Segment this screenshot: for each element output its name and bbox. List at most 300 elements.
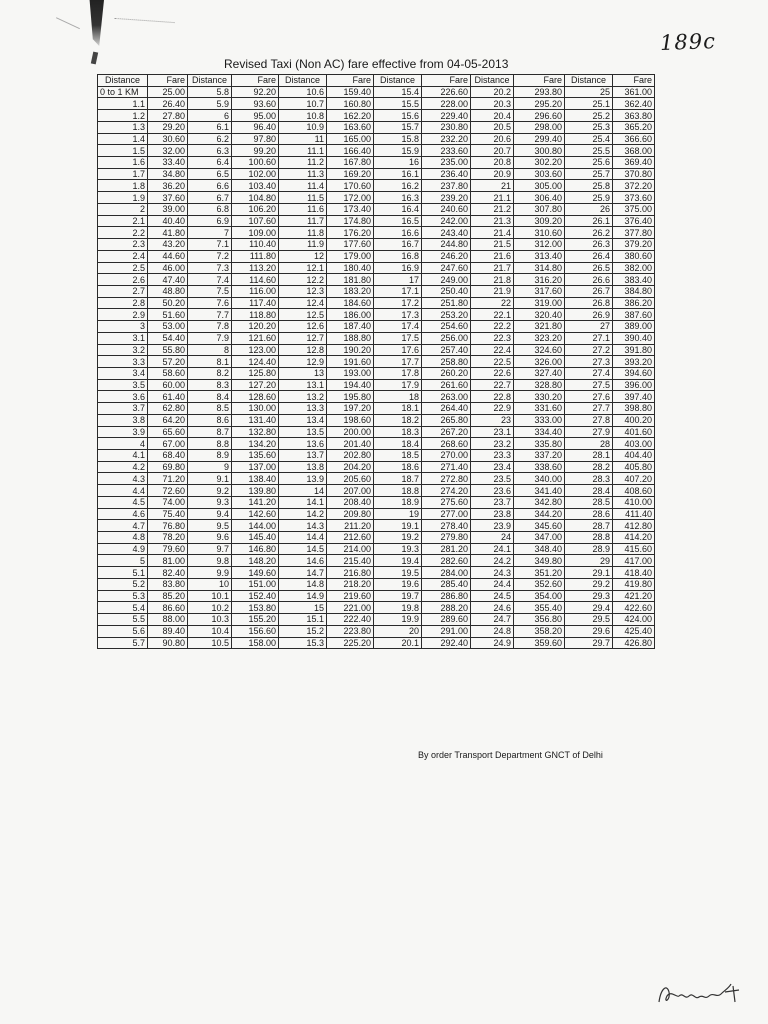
distance-cell: 17.4 [374, 321, 422, 333]
table-row [98, 426, 655, 438]
table-row [98, 414, 655, 426]
distance-cell: 26.7 [565, 285, 613, 297]
distance-cell: 25.9 [565, 192, 613, 204]
distance-cell: 12.9 [279, 356, 327, 368]
table-row [98, 356, 655, 368]
distance-cell: 10 [188, 578, 232, 590]
fare-cell: 384.80 [613, 285, 655, 297]
distance-cell: 24.3 [471, 567, 514, 579]
fare-cell: 162.20 [327, 110, 374, 122]
fare-cell: 351.20 [514, 567, 565, 579]
fare-cell: 27.80 [148, 110, 188, 122]
fare-cell: 232.20 [422, 133, 471, 145]
table-row [98, 508, 655, 520]
fare-header: Fare [422, 75, 471, 87]
fare-cell: 209.80 [327, 508, 374, 520]
fare-cell: 243.40 [422, 227, 471, 239]
fare-cell: 331.60 [514, 403, 565, 415]
distance-cell: 3.2 [98, 344, 148, 356]
distance-cell: 18.4 [374, 438, 422, 450]
fare-cell: 166.40 [327, 145, 374, 157]
fare-cell: 183.20 [327, 285, 374, 297]
table-row [98, 121, 655, 133]
fare-cell: 396.00 [613, 379, 655, 391]
fare-cell: 179.00 [327, 250, 374, 262]
fare-cell: 379.20 [613, 239, 655, 251]
fare-cell: 401.60 [613, 426, 655, 438]
fare-cell: 85.20 [148, 590, 188, 602]
fare-cell: 306.40 [514, 192, 565, 204]
fare-cell: 289.60 [422, 614, 471, 626]
fare-cell: 380.60 [613, 250, 655, 262]
distance-cell: 14.7 [279, 567, 327, 579]
fare-cell: 265.80 [422, 414, 471, 426]
fare-cell: 110.40 [232, 239, 279, 251]
distance-cell: 1.3 [98, 121, 148, 133]
distance-cell: 18 [374, 391, 422, 403]
fare-cell: 200.00 [327, 426, 374, 438]
fare-cell: 74.00 [148, 496, 188, 508]
fare-cell: 58.60 [148, 367, 188, 379]
fare-cell: 368.00 [613, 145, 655, 157]
distance-cell: 16 [374, 157, 422, 169]
fare-cell: 257.40 [422, 344, 471, 356]
distance-cell: 14.5 [279, 543, 327, 555]
distance-cell: 5.1 [98, 567, 148, 579]
distance-cell: 25.5 [565, 145, 613, 157]
distance-cell: 23.8 [471, 508, 514, 520]
distance-cell: 24.7 [471, 614, 514, 626]
punch-dot [91, 52, 98, 65]
distance-cell: 17.5 [374, 332, 422, 344]
fare-cell: 303.60 [514, 168, 565, 180]
table-row [98, 391, 655, 403]
fare-cell: 67.00 [148, 438, 188, 450]
fare-cell: 62.80 [148, 403, 188, 415]
fare-cell: 419.80 [613, 578, 655, 590]
fare-cell: 335.80 [514, 438, 565, 450]
fare-cell: 358.20 [514, 625, 565, 637]
fare-cell: 342.80 [514, 496, 565, 508]
fare-cell: 152.40 [232, 590, 279, 602]
distance-cell: 26.8 [565, 297, 613, 309]
fare-cell: 90.80 [148, 637, 188, 649]
distance-cell: 21.4 [471, 227, 514, 239]
distance-cell: 4.1 [98, 450, 148, 462]
fare-cell: 275.60 [422, 496, 471, 508]
table-row [98, 543, 655, 555]
fare-cell: 36.20 [148, 180, 188, 192]
fare-cell: 312.00 [514, 239, 565, 251]
distance-cell: 1.1 [98, 98, 148, 110]
fare-cell: 412.80 [613, 520, 655, 532]
distance-cell: 26.5 [565, 262, 613, 274]
fare-cell: 86.60 [148, 602, 188, 614]
distance-cell: 15.3 [279, 637, 327, 649]
distance-cell: 17.6 [374, 344, 422, 356]
distance-cell: 9.3 [188, 496, 232, 508]
fare-cell: 355.40 [514, 602, 565, 614]
fare-cell: 408.60 [613, 485, 655, 497]
fare-cell: 246.20 [422, 250, 471, 262]
distance-cell: 29.2 [565, 578, 613, 590]
signature [655, 978, 745, 1010]
distance-cell: 22.9 [471, 403, 514, 415]
fare-cell: 250.40 [422, 285, 471, 297]
distance-cell: 19.9 [374, 614, 422, 626]
fare-cell: 389.00 [613, 321, 655, 333]
fare-cell: 240.60 [422, 203, 471, 215]
fare-cell: 268.60 [422, 438, 471, 450]
distance-cell: 16.1 [374, 168, 422, 180]
table-row [98, 239, 655, 251]
table-row [98, 274, 655, 286]
fare-cell: 326.00 [514, 356, 565, 368]
fare-cell: 278.40 [422, 520, 471, 532]
table-row [98, 602, 655, 614]
fare-cell: 100.60 [232, 157, 279, 169]
fare-cell: 422.60 [613, 602, 655, 614]
distance-cell: 16.9 [374, 262, 422, 274]
distance-cell: 13.1 [279, 379, 327, 391]
distance-cell: 1.4 [98, 133, 148, 145]
fare-cell: 391.80 [613, 344, 655, 356]
distance-cell: 25.4 [565, 133, 613, 145]
distance-cell: 2.8 [98, 297, 148, 309]
fare-cell: 282.60 [422, 555, 471, 567]
distance-cell: 26.1 [565, 215, 613, 227]
fare-cell: 327.40 [514, 367, 565, 379]
table-row [98, 403, 655, 415]
fare-cell: 247.60 [422, 262, 471, 274]
distance-cell: 16.6 [374, 227, 422, 239]
distance-cell: 19.1 [374, 520, 422, 532]
fare-cell: 373.60 [613, 192, 655, 204]
distance-cell: 22.1 [471, 309, 514, 321]
distance-cell: 24 [471, 532, 514, 544]
distance-cell: 19.3 [374, 543, 422, 555]
table-row [98, 438, 655, 450]
fare-cell: 410.00 [613, 496, 655, 508]
distance-cell: 12.7 [279, 332, 327, 344]
distance-cell: 7.3 [188, 262, 232, 274]
fare-cell: 260.20 [422, 367, 471, 379]
distance-cell: 11.1 [279, 145, 327, 157]
distance-cell: 24.4 [471, 578, 514, 590]
fare-cell: 286.80 [422, 590, 471, 602]
fare-cell: 258.80 [422, 356, 471, 368]
distance-cell: 17.9 [374, 379, 422, 391]
fare-cell: 93.60 [232, 98, 279, 110]
fare-cell: 46.00 [148, 262, 188, 274]
fare-cell: 425.40 [613, 625, 655, 637]
distance-cell: 2.1 [98, 215, 148, 227]
distance-cell: 13.6 [279, 438, 327, 450]
fare-cell: 263.00 [422, 391, 471, 403]
distance-cell: 11.6 [279, 203, 327, 215]
table-row [98, 567, 655, 579]
fare-cell: 424.00 [613, 614, 655, 626]
fare-cell: 156.60 [232, 625, 279, 637]
fare-cell: 370.80 [613, 168, 655, 180]
fare-cell: 181.80 [327, 274, 374, 286]
distance-cell: 24.9 [471, 637, 514, 649]
distance-cell: 20.3 [471, 98, 514, 110]
distance-cell: 25.8 [565, 180, 613, 192]
distance-cell: 12 [279, 250, 327, 262]
fare-cell: 348.40 [514, 543, 565, 555]
table-row [98, 250, 655, 262]
fare-cell: 37.60 [148, 192, 188, 204]
fare-cell: 208.40 [327, 496, 374, 508]
fare-cell: 29.20 [148, 121, 188, 133]
fare-cell: 404.40 [613, 450, 655, 462]
fare-cell: 128.60 [232, 391, 279, 403]
fare-cell: 95.00 [232, 110, 279, 122]
fare-cell: 81.00 [148, 555, 188, 567]
distance-cell: 15.5 [374, 98, 422, 110]
distance-cell: 27.5 [565, 379, 613, 391]
fare-cell: 239.20 [422, 192, 471, 204]
pen-scribble [115, 6, 176, 23]
fare-cell: 97.80 [232, 133, 279, 145]
distance-cell: 22.6 [471, 367, 514, 379]
fare-cell: 127.20 [232, 379, 279, 391]
fare-cell: 359.60 [514, 637, 565, 649]
fare-cell: 284.00 [422, 567, 471, 579]
distance-cell: 22.5 [471, 356, 514, 368]
distance-cell: 11.3 [279, 168, 327, 180]
table-row [98, 485, 655, 497]
distance-cell: 1.5 [98, 145, 148, 157]
fare-cell: 319.00 [514, 297, 565, 309]
fare-cell: 230.80 [422, 121, 471, 133]
fare-cell: 279.80 [422, 532, 471, 544]
distance-cell: 23.6 [471, 485, 514, 497]
fare-cell: 118.80 [232, 309, 279, 321]
distance-cell: 14.9 [279, 590, 327, 602]
distance-cell: 3.1 [98, 332, 148, 344]
distance-cell: 3.3 [98, 356, 148, 368]
distance-cell: 9.9 [188, 567, 232, 579]
distance-cell: 1.2 [98, 110, 148, 122]
distance-cell: 0 to 1 KM [98, 86, 148, 98]
distance-cell: 5.5 [98, 614, 148, 626]
distance-cell: 16.7 [374, 239, 422, 251]
fare-cell: 102.00 [232, 168, 279, 180]
distance-cell: 1.8 [98, 180, 148, 192]
distance-cell: 9.1 [188, 473, 232, 485]
distance-cell: 6.5 [188, 168, 232, 180]
fare-cell: 324.60 [514, 344, 565, 356]
fare-cell: 264.40 [422, 403, 471, 415]
distance-cell: 21 [471, 180, 514, 192]
distance-cell: 9.8 [188, 555, 232, 567]
fare-cell: 253.20 [422, 309, 471, 321]
fare-cell: 337.20 [514, 450, 565, 462]
fare-header: Fare [613, 75, 655, 87]
distance-cell: 2.7 [98, 285, 148, 297]
fare-cell: 236.40 [422, 168, 471, 180]
fare-cell: 296.60 [514, 110, 565, 122]
fare-cell: 365.20 [613, 121, 655, 133]
distance-cell: 8.2 [188, 367, 232, 379]
table-row [98, 297, 655, 309]
distance-cell: 28.8 [565, 532, 613, 544]
distance-cell: 8.1 [188, 356, 232, 368]
distance-cell: 16.8 [374, 250, 422, 262]
fare-cell: 366.60 [613, 133, 655, 145]
distance-cell: 26 [565, 203, 613, 215]
fare-cell: 60.00 [148, 379, 188, 391]
fare-cell: 117.40 [232, 297, 279, 309]
distance-cell: 22.7 [471, 379, 514, 391]
fare-cell: 426.80 [613, 637, 655, 649]
fare-cell: 65.60 [148, 426, 188, 438]
fare-cell: 174.80 [327, 215, 374, 227]
fare-cell: 387.60 [613, 309, 655, 321]
distance-cell: 6.8 [188, 203, 232, 215]
distance-cell: 14.2 [279, 508, 327, 520]
distance-cell: 23.3 [471, 450, 514, 462]
table-row [98, 321, 655, 333]
distance-cell: 17.3 [374, 309, 422, 321]
fare-cell: 267.20 [422, 426, 471, 438]
distance-cell: 6.7 [188, 192, 232, 204]
fare-cell: 131.40 [232, 414, 279, 426]
fare-cell: 421.20 [613, 590, 655, 602]
distance-cell: 29.6 [565, 625, 613, 637]
fare-cell: 40.40 [148, 215, 188, 227]
fare-cell: 125.80 [232, 367, 279, 379]
fare-cell: 362.40 [613, 98, 655, 110]
fare-cell: 76.80 [148, 520, 188, 532]
distance-cell: 25.7 [565, 168, 613, 180]
distance-cell: 19.7 [374, 590, 422, 602]
distance-cell: 1.9 [98, 192, 148, 204]
fare-cell: 382.00 [613, 262, 655, 274]
fare-cell: 33.40 [148, 157, 188, 169]
fare-cell: 165.00 [327, 133, 374, 145]
distance-cell: 24.5 [471, 590, 514, 602]
distance-cell: 28.7 [565, 520, 613, 532]
distance-cell: 8.9 [188, 450, 232, 462]
distance-cell: 10.1 [188, 590, 232, 602]
table-row [98, 637, 655, 649]
distance-cell: 23.5 [471, 473, 514, 485]
table-row [98, 86, 655, 98]
fare-cell: 107.60 [232, 215, 279, 227]
distance-cell: 26.6 [565, 274, 613, 286]
distance-cell: 2.5 [98, 262, 148, 274]
fare-cell: 104.80 [232, 192, 279, 204]
distance-cell: 2.3 [98, 239, 148, 251]
distance-cell: 29.3 [565, 590, 613, 602]
fare-cell: 272.80 [422, 473, 471, 485]
distance-cell: 4.3 [98, 473, 148, 485]
distance-cell: 6.6 [188, 180, 232, 192]
distance-cell: 29.1 [565, 567, 613, 579]
distance-cell: 20.4 [471, 110, 514, 122]
fare-cell: 55.80 [148, 344, 188, 356]
distance-cell: 20.9 [471, 168, 514, 180]
distance-cell: 27 [565, 321, 613, 333]
distance-cell: 23.2 [471, 438, 514, 450]
distance-cell: 7.7 [188, 309, 232, 321]
distance-cell: 22 [471, 297, 514, 309]
distance-cell: 18.6 [374, 461, 422, 473]
distance-cell: 3.4 [98, 367, 148, 379]
fare-cell: 188.80 [327, 332, 374, 344]
fare-cell: 383.40 [613, 274, 655, 286]
distance-cell: 12.2 [279, 274, 327, 286]
distance-cell: 6.2 [188, 133, 232, 145]
distance-cell: 8.8 [188, 438, 232, 450]
distance-cell: 28.6 [565, 508, 613, 520]
distance-cell: 8 [188, 344, 232, 356]
distance-cell: 3.8 [98, 414, 148, 426]
distance-cell: 6.3 [188, 145, 232, 157]
fare-cell: 390.40 [613, 332, 655, 344]
fare-cell: 314.80 [514, 262, 565, 274]
distance-cell: 18.3 [374, 426, 422, 438]
table-row [98, 379, 655, 391]
table-row [98, 578, 655, 590]
distance-cell: 4.2 [98, 461, 148, 473]
fare-cell: 415.60 [613, 543, 655, 555]
fare-cell: 25.00 [148, 86, 188, 98]
distance-cell: 9.2 [188, 485, 232, 497]
distance-cell: 5 [98, 555, 148, 567]
table-row [98, 496, 655, 508]
distance-cell: 9.7 [188, 543, 232, 555]
fare-cell: 195.80 [327, 391, 374, 403]
fare-cell: 316.20 [514, 274, 565, 286]
distance-cell: 18.2 [374, 414, 422, 426]
table-row [98, 520, 655, 532]
fare-cell: 249.00 [422, 274, 471, 286]
distance-cell: 20.2 [471, 86, 514, 98]
fare-cell: 345.60 [514, 520, 565, 532]
fare-cell: 223.80 [327, 625, 374, 637]
distance-cell: 8.6 [188, 414, 232, 426]
table-row [98, 262, 655, 274]
distance-cell: 3.9 [98, 426, 148, 438]
fare-cell: 292.40 [422, 637, 471, 649]
fare-cell: 398.80 [613, 403, 655, 415]
distance-cell: 21.5 [471, 239, 514, 251]
distance-cell: 12.4 [279, 297, 327, 309]
fare-cell: 299.40 [514, 133, 565, 145]
fare-cell: 169.20 [327, 168, 374, 180]
distance-cell: 7.1 [188, 239, 232, 251]
fare-cell: 123.00 [232, 344, 279, 356]
fare-cell: 130.00 [232, 403, 279, 415]
distance-cell: 23.1 [471, 426, 514, 438]
distance-cell: 11.8 [279, 227, 327, 239]
distance-cell: 22.4 [471, 344, 514, 356]
fare-cell: 307.80 [514, 203, 565, 215]
fare-cell: 75.40 [148, 508, 188, 520]
fare-cell: 61.40 [148, 391, 188, 403]
document-title: Revised Taxi (Non AC) fare effective from 04-05-2013 [224, 57, 509, 71]
fare-cell: 148.20 [232, 555, 279, 567]
fare-cell: 158.00 [232, 637, 279, 649]
distance-cell: 16.4 [374, 203, 422, 215]
fare-cell: 242.00 [422, 215, 471, 227]
distance-cell: 8.3 [188, 379, 232, 391]
distance-cell: 16.5 [374, 215, 422, 227]
